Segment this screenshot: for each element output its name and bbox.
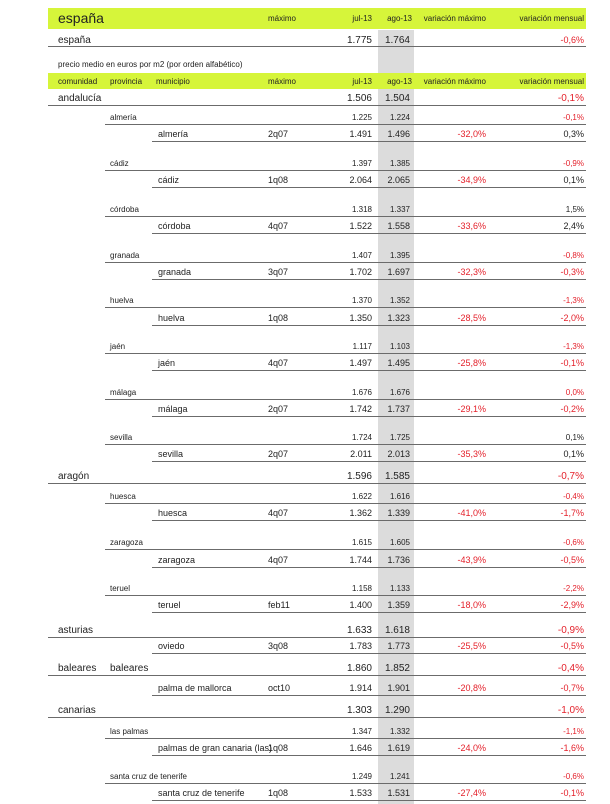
row-underline	[152, 461, 586, 462]
row-maximo: 1q08	[268, 313, 289, 323]
row-underline	[152, 520, 586, 521]
row-maximo: 2q07	[268, 404, 289, 414]
row-name: huesca	[110, 492, 136, 501]
row-jul: 1.506	[346, 93, 372, 104]
header-varmax: variación máximo	[423, 77, 486, 86]
row-name: asturias	[58, 625, 94, 636]
row-varmax: -34,9%	[457, 175, 486, 185]
row-underline	[152, 695, 586, 696]
row-underline	[152, 612, 586, 613]
row-jul: 1.407	[351, 251, 372, 260]
row-name: málaga	[110, 388, 137, 397]
row-varmen: 0,1%	[563, 449, 584, 459]
row-ago: 1.676	[389, 388, 410, 397]
row-name: palma de mallorca	[158, 683, 232, 693]
row-maximo: feb11	[268, 600, 290, 610]
row-varmen: -1,3%	[563, 296, 584, 305]
row-maximo: 2q07	[268, 129, 289, 139]
row-varmen: -0,1%	[563, 113, 584, 122]
row-jul: 1.646	[349, 743, 372, 753]
row-name: las palmas	[110, 727, 149, 736]
row-jul: 1.158	[351, 584, 372, 593]
row-varmen: -0,1%	[560, 358, 584, 368]
row-name: zaragoza	[110, 538, 143, 547]
row-name: jaén	[158, 358, 176, 368]
row-name: córdoba	[158, 221, 191, 231]
row-underline	[105, 262, 586, 263]
row-ago: 1.616	[389, 492, 410, 501]
row-ago: 1.725	[389, 433, 410, 442]
row-ago: 1.359	[387, 600, 410, 610]
row-underline	[152, 187, 586, 188]
row-underline	[48, 483, 586, 484]
row-varmen: -0,9%	[563, 159, 584, 168]
row-varmax: -27,4%	[457, 788, 486, 798]
row-name: baleares	[58, 663, 97, 674]
row-ago: 1.605	[389, 538, 410, 547]
row-underline	[48, 637, 586, 638]
row-underline	[105, 170, 586, 171]
row-varmax: -28,5%	[457, 313, 486, 323]
row-varmen: -1,6%	[560, 743, 584, 753]
spain-ago: 1.764	[384, 35, 410, 46]
row-jul: 2.064	[349, 175, 372, 185]
row-varmen: -2,9%	[560, 600, 584, 610]
row-varmen: -2,0%	[560, 313, 584, 323]
spain-jul: 1.775	[346, 35, 372, 46]
row-ago: 1.618	[384, 625, 410, 636]
row-jul: 1.347	[351, 727, 372, 736]
row-varmen: -0,7%	[557, 471, 584, 482]
top-col-varmax: variación máximo	[423, 14, 486, 23]
row-varmen: -0,3%	[560, 267, 584, 277]
row-underline	[105, 307, 586, 308]
row-varmen: -0,4%	[557, 663, 584, 674]
row-jul: 1.744	[349, 555, 372, 565]
row-ago: 1.224	[389, 113, 410, 122]
header-maximo: máximo	[268, 77, 297, 86]
row-underline	[105, 444, 586, 445]
row-ago: 2.013	[387, 449, 410, 459]
row-ago: 1.103	[389, 342, 410, 351]
row-jul: 1.615	[351, 538, 372, 547]
row-ago: 1.323	[387, 313, 410, 323]
row-underline	[105, 549, 586, 550]
row-varmax: -25,5%	[457, 641, 486, 651]
row-varmen: 0,3%	[563, 129, 584, 139]
row-underline	[152, 653, 586, 654]
row-name: almería	[158, 129, 189, 139]
row-maximo: 3q08	[268, 641, 289, 651]
row-ago: 1.773	[387, 641, 410, 651]
row-underline	[48, 105, 586, 106]
row-underline	[152, 279, 586, 280]
row-varmen: -0,6%	[563, 538, 584, 547]
top-col-ago: ago-13	[387, 14, 412, 23]
row-ago: 1.619	[387, 743, 410, 753]
row-jul: 1.350	[349, 313, 372, 323]
row-name: aragón	[58, 471, 90, 482]
row-name: sevilla	[158, 449, 184, 459]
row-varmen: 0,0%	[565, 388, 584, 397]
row-jul: 1.303	[346, 705, 372, 716]
row-jul: 1.676	[351, 388, 372, 397]
row-ago: 1.352	[389, 296, 410, 305]
row-underline	[105, 353, 586, 354]
row-ago: 1.496	[387, 129, 410, 139]
row-underline	[105, 399, 586, 400]
row-varmax: -32,0%	[457, 129, 486, 139]
row-name: canarias	[58, 705, 96, 716]
row-varmen: 1,5%	[565, 205, 584, 214]
row-name: andalucía	[58, 93, 102, 104]
row-underline	[152, 755, 586, 756]
row-maximo: 1q08	[268, 788, 289, 798]
header-jul: jul-13	[352, 77, 372, 86]
row-name: jaén	[110, 342, 126, 351]
row-name: huesca	[158, 508, 188, 518]
top-col-max: máximo	[268, 14, 297, 23]
row-jul: 1.249	[351, 772, 372, 781]
row-jul: 1.497	[349, 358, 372, 368]
row-ago: 2.065	[387, 175, 410, 185]
row-maximo: 4q07	[268, 358, 289, 368]
row-name: granada	[158, 267, 192, 277]
row-underline	[152, 141, 586, 142]
row-jul: 1.914	[349, 683, 372, 693]
row-jul: 1.860	[346, 663, 372, 674]
row-underline	[152, 370, 586, 371]
row-underline	[152, 325, 586, 326]
top-col-jul: jul-13	[352, 14, 372, 23]
row-varmax: -25,8%	[457, 358, 486, 368]
header-varmen: variación mensual	[519, 77, 584, 86]
row-name: cádiz	[158, 175, 180, 185]
header-municipio: municipio	[156, 77, 190, 86]
row-varmax: -35,3%	[457, 449, 486, 459]
row-ago: 1.901	[387, 683, 410, 693]
row-varmen: -0,7%	[560, 683, 584, 693]
row-varmen: -0,1%	[557, 93, 584, 104]
row-ago: 1.337	[389, 205, 410, 214]
row-maximo: 2q07	[268, 449, 289, 459]
row-ago: 1.558	[387, 221, 410, 231]
page-title: españa	[58, 10, 104, 26]
spain-varmen: -0,6%	[560, 35, 584, 45]
row-maximo: oct10	[268, 683, 291, 693]
row-name: málaga	[158, 404, 188, 414]
row-ago: 1.504	[384, 93, 410, 104]
row-name: granada	[110, 251, 140, 260]
row-jul: 2.011	[350, 449, 372, 459]
row-jul: 1.633	[346, 625, 372, 636]
row-name: huelva	[110, 296, 134, 305]
row-jul: 1.117	[352, 342, 372, 351]
row-underline	[105, 738, 586, 739]
row-varmax: -18,0%	[457, 600, 486, 610]
row-jul: 1.318	[351, 205, 372, 214]
row-varmen: -0,6%	[563, 772, 584, 781]
row-underline	[105, 503, 586, 504]
row-ago: 1.736	[387, 555, 410, 565]
row-name: zaragoza	[158, 555, 196, 565]
row-jul: 1.362	[349, 508, 372, 518]
row-varmen: -0,1%	[560, 788, 584, 798]
row-maximo: 1q08	[268, 743, 289, 753]
row-varmen: -0,5%	[560, 555, 584, 565]
row-ago: 1.737	[387, 404, 410, 414]
row-jul: 1.783	[349, 641, 372, 651]
row-ago: 1.852	[384, 663, 410, 674]
row-varmax: -24,0%	[457, 743, 486, 753]
row-varmen: -2,2%	[563, 584, 584, 593]
row-varmax: -29,1%	[457, 404, 486, 414]
row-varmax: -41,0%	[457, 508, 486, 518]
row-ago: 1.241	[389, 772, 410, 781]
row-underline	[152, 416, 586, 417]
subtitle: precio medio en euros por m2 (por orden alfabético)	[58, 60, 243, 69]
row-varmen: 0,1%	[563, 175, 584, 185]
row-varmen: -0,5%	[560, 641, 584, 651]
row-ago: 1.585	[384, 471, 410, 482]
top-col-varmen: variación mensual	[519, 14, 584, 23]
row-ago: 1.339	[387, 508, 410, 518]
row-provincia: baleares	[110, 663, 149, 674]
row-underline	[152, 567, 586, 568]
row-ago: 1.290	[384, 705, 410, 716]
row-underline	[152, 233, 586, 234]
row-name: sevilla	[110, 433, 133, 442]
row-maximo: 3q07	[268, 267, 289, 277]
row-name: oviedo	[158, 641, 185, 651]
row-jul: 1.596	[346, 471, 372, 482]
row-maximo: 1q08	[268, 175, 289, 185]
row-underline	[152, 800, 586, 801]
row-name: santa cruz de tenerife	[158, 788, 245, 798]
row-varmax: -32,3%	[457, 267, 486, 277]
row-maximo: 4q07	[268, 555, 289, 565]
row-jul: 1.400	[349, 600, 372, 610]
spain-underline	[48, 46, 586, 47]
row-name: córdoba	[110, 205, 139, 214]
row-jul: 1.622	[351, 492, 372, 501]
row-varmax: -43,9%	[457, 555, 486, 565]
row-name: cádiz	[110, 159, 129, 168]
row-varmen: 2,4%	[563, 221, 584, 231]
row-underline	[48, 675, 586, 676]
row-name: teruel	[110, 584, 131, 593]
row-jul: 1.397	[351, 159, 372, 168]
row-ago: 1.495	[387, 358, 410, 368]
row-varmen: -1,1%	[563, 727, 584, 736]
row-name: huelva	[158, 313, 185, 323]
row-jul: 1.724	[351, 433, 372, 442]
header-provincia: provincia	[110, 77, 143, 86]
row-underline	[48, 717, 586, 718]
row-varmen: -0,4%	[563, 492, 584, 501]
row-varmax: -33,6%	[457, 221, 486, 231]
row-ago: 1.697	[387, 267, 410, 277]
row-varmax: -20,8%	[457, 683, 486, 693]
row-name: santa cruz de tenerife	[110, 772, 187, 781]
row-jul: 1.370	[351, 296, 372, 305]
header-ago: ago-13	[387, 77, 412, 86]
row-ago: 1.531	[387, 788, 410, 798]
row-maximo: 4q07	[268, 508, 289, 518]
row-jul: 1.742	[349, 404, 372, 414]
row-varmen: -1,3%	[563, 342, 584, 351]
row-ago: 1.332	[389, 727, 410, 736]
spain-name: españa	[58, 35, 91, 46]
row-name: almería	[110, 113, 137, 122]
row-jul: 1.225	[351, 113, 372, 122]
row-ago: 1.385	[389, 159, 410, 168]
row-varmen: -1,0%	[557, 705, 584, 716]
row-underline	[105, 216, 586, 217]
row-jul: 1.522	[349, 221, 372, 231]
row-varmen: 0,1%	[565, 433, 584, 442]
row-jul: 1.533	[349, 788, 372, 798]
row-underline	[105, 783, 586, 784]
row-jul: 1.491	[349, 129, 372, 139]
row-name: teruel	[158, 600, 181, 610]
row-varmen: -0,8%	[563, 251, 584, 260]
row-varmen: -0,2%	[560, 404, 584, 414]
header-comunidad: comunidad	[58, 77, 98, 86]
row-varmen: -0,9%	[557, 625, 584, 636]
row-underline	[105, 595, 586, 596]
row-ago: 1.395	[389, 251, 410, 260]
row-name: palmas de gran canaria (las)	[158, 743, 273, 753]
row-maximo: 4q07	[268, 221, 289, 231]
row-varmen: -1,7%	[560, 508, 584, 518]
row-ago: 1.133	[389, 584, 410, 593]
row-jul: 1.702	[349, 267, 372, 277]
row-underline	[105, 124, 586, 125]
